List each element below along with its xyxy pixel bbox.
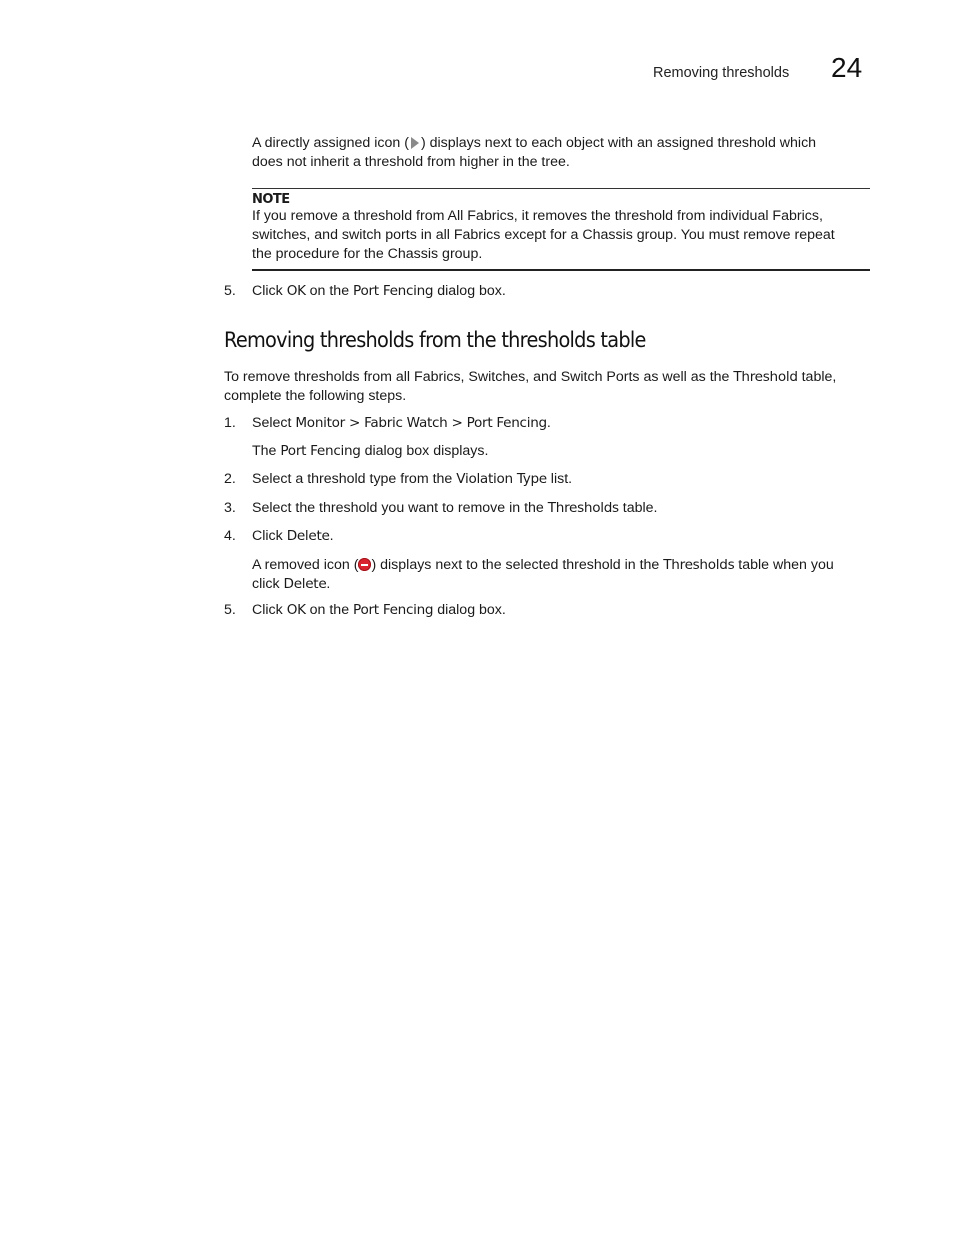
step-text: Click: [252, 283, 287, 299]
step-text: .: [546, 415, 551, 431]
step-number: 1.: [224, 415, 236, 431]
step-1-result: [252, 443, 488, 459]
intro-text: does not inherit a threshold from higher in the tree.: [252, 154, 570, 170]
step-number: 5.: [224, 283, 236, 299]
note-bottom-rule: [252, 269, 870, 271]
section-heading: Removing thresholds from the thresholds table: [224, 328, 646, 352]
step-5-text: [252, 283, 506, 299]
menu-path-ref: Monitor > Fabric Watch > Port Fencing: [295, 415, 547, 431]
step-text: Select the threshold you want to remove in the: [252, 500, 548, 516]
note-top-rule: [252, 188, 870, 189]
step-text: A removed icon (: [252, 557, 359, 573]
intro-text: ) displays next to each object with an assigned threshold which: [420, 135, 817, 151]
step-text: ) displays next to the selected threshold in the: [371, 557, 664, 573]
step-text: Select: [252, 415, 296, 431]
section-intro-text: complete the following steps.: [224, 388, 407, 404]
step-text: Click: [252, 528, 287, 544]
step-5-text: [252, 602, 506, 618]
delete-button-ref: Delete: [286, 528, 330, 544]
step-text: dialog box.: [433, 602, 506, 618]
step-1-text: [252, 415, 551, 431]
step-text: on the: [305, 283, 354, 299]
step-text: .: [329, 528, 334, 544]
step-text: Select a threshold type from the: [252, 471, 457, 487]
port-fencing-dialog-ref: Port Fencing: [353, 602, 434, 618]
chapter-number: 24: [831, 52, 863, 83]
delete-button-ref: Delete: [283, 576, 327, 592]
note-line: switches, and switch ports in all Fabrics except for a Chassis group. You must remove repeat: [252, 227, 835, 243]
thresholds-table-ref: Thresholds: [547, 500, 619, 516]
note-line: the procedure for the Chassis group.: [252, 246, 483, 262]
intro-paragraph: [252, 134, 872, 172]
note-body: [252, 207, 870, 264]
step-text: table when you: [734, 557, 834, 573]
step-text: table.: [618, 500, 658, 516]
section-intro: [224, 368, 870, 406]
ok-button-ref: OK: [286, 602, 306, 618]
step-number: 3.: [224, 500, 236, 516]
step-text: dialog box.: [433, 283, 506, 299]
note-label: NOTE: [252, 192, 290, 207]
ok-button-ref: OK: [286, 283, 306, 299]
port-fencing-dialog-ref: Port Fencing: [280, 443, 361, 459]
step-number: 4.: [224, 528, 236, 544]
violation-type-list-ref: Violation Type: [456, 471, 547, 487]
step-2-text: [252, 471, 572, 487]
step-text: The: [252, 443, 281, 459]
step-4-result: [252, 556, 872, 594]
removed-icon: [358, 558, 371, 571]
step-text: on the: [305, 602, 354, 618]
step-3-text: [252, 500, 657, 516]
directly-assigned-arrow-icon: [411, 137, 419, 149]
section-intro-text: table,: [797, 369, 837, 385]
note-line: If you remove a threshold from All Fabrics, it removes the threshold from individual Fabrics,: [252, 208, 823, 224]
step-number: 2.: [224, 471, 236, 487]
step-text: Click: [252, 602, 287, 618]
step-text: click: [252, 576, 284, 592]
step-4-text: [252, 528, 334, 544]
step-text: list.: [546, 471, 573, 487]
step-text: .: [326, 576, 331, 592]
threshold-table-ref: Threshold: [733, 369, 798, 385]
thresholds-table-ref: Thresholds: [663, 557, 735, 573]
running-header-title: Removing thresholds: [653, 65, 790, 81]
port-fencing-dialog-ref: Port Fencing: [353, 283, 434, 299]
intro-text: A directly assigned icon (: [252, 135, 409, 151]
section-intro-text: To remove thresholds from all Fabrics, Switches, and Switch Ports as well as the: [224, 369, 734, 385]
step-text: dialog box displays.: [360, 443, 489, 459]
step-number: 5.: [224, 602, 236, 618]
